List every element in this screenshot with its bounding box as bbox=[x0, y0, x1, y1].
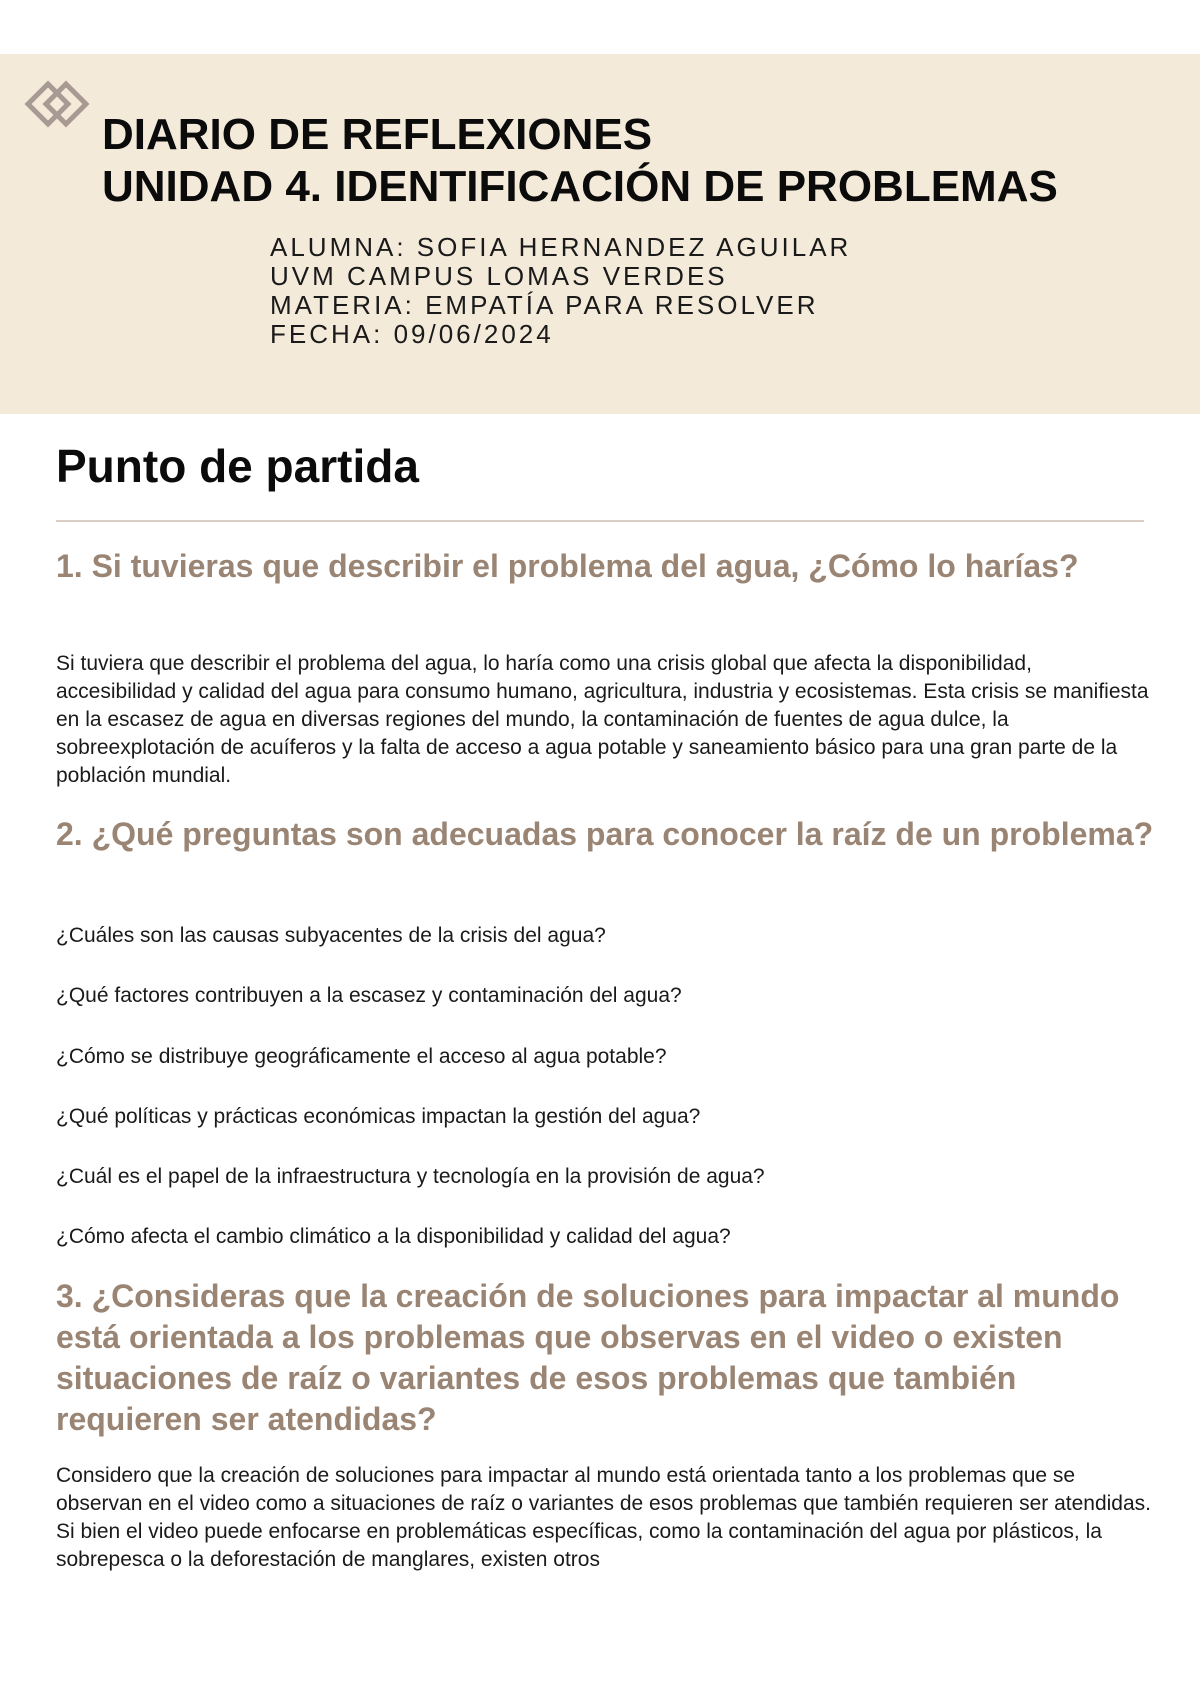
question-3-answer: Considero que la creación de soluciones para impactar al mundo está orientada tanto a los problemas que se observan en el video como a situaciones de raíz o variantes de esos problemas que también requieren ser atendidas. Si bien el video puede enfocarse en problemáticas específicas, como la contaminación del agua por plásticos, la sobrepesca o la deforestación de manglares, existen otros bbox=[56, 1464, 1151, 1571]
list-item: ¿Cuál es el papel de la infraestructura y tecnología en la provisión de agua? bbox=[56, 1165, 765, 1189]
root-questions-list bbox=[56, 922, 1156, 1284]
subject: MATERIA: EMPATÍA PARA RESOLVER bbox=[270, 290, 819, 320]
interlocking-diamond-logo-icon bbox=[22, 78, 92, 130]
list-item: ¿Qué políticas y prácticas económicas impactan la gestión del agua? bbox=[56, 1104, 701, 1128]
section-title: Punto de partida bbox=[56, 440, 419, 492]
question-3-heading: 3. ¿Consideras que la creación de soluciones para impactar al mundo está orientada a los problemas que observas en el video o existen situaciones de raíz o variantes de esos problemas que también requieren ser atendidas? bbox=[56, 1278, 1120, 1437]
question-2-heading: 2. ¿Qué preguntas son adecuadas para conocer la raíz de un problema? bbox=[56, 816, 1154, 852]
student-name: ALUMNA: SOFIA HERNANDEZ AGUILAR bbox=[270, 232, 852, 262]
section-divider bbox=[56, 520, 1144, 522]
list-item: ¿Cuáles son las causas subyacentes de la crisis del agua? bbox=[56, 924, 606, 947]
document-subtitle: UNIDAD 4. IDENTIFICACIÓN DE PROBLEMAS bbox=[102, 162, 1058, 211]
question-1-answer: Si tuviera que describir el problema del agua, lo haría como una crisis global que afecta la disponibilidad, accesibilidad y calidad del agua para consumo humano, agricultura, industria y ecosistemas. Esta crisis se manifiesta en la escasez de agua en diversas regiones del mundo, la contaminación de fuentes de agua dulce, la sobreexplotación de acuíferos y la falta de acceso a agua potable y saneamiento básico para una gran parte de la población mundial. bbox=[56, 652, 1149, 787]
campus: UVM CAMPUS LOMAS VERDES bbox=[270, 261, 728, 291]
date: FECHA: 09/06/2024 bbox=[270, 319, 554, 349]
student-info bbox=[270, 233, 851, 349]
list-item: ¿Qué factores contribuyen a la escasez y contaminación del agua? bbox=[56, 984, 682, 1008]
list-item: ¿Cómo afecta el cambio climático a la disponibilidad y calidad del agua? bbox=[56, 1225, 731, 1249]
question-1-heading: 1. Si tuvieras que describir el problema del agua, ¿Cómo lo harías? bbox=[56, 548, 1079, 584]
list-item: ¿Cómo se distribuye geográficamente el acceso al agua potable? bbox=[56, 1044, 667, 1068]
document-title: DIARIO DE REFLEXIONES bbox=[102, 110, 653, 159]
